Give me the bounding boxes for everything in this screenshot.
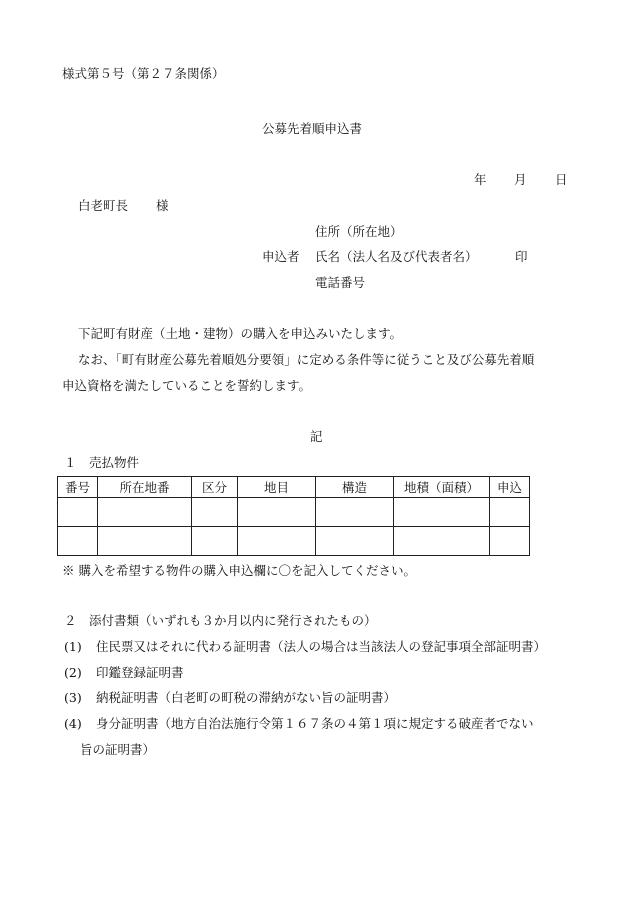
body-line-3: 申込資格を満たしていることを誓約します。 bbox=[62, 378, 312, 393]
col-location: 所在地番 bbox=[98, 477, 192, 498]
col-structure: 構造 bbox=[316, 477, 394, 498]
table-cell[interactable] bbox=[238, 498, 316, 527]
date-month: 月 bbox=[514, 172, 527, 187]
attachment-item-4-continuation: 旨の証明書） bbox=[80, 742, 156, 757]
table-cell[interactable] bbox=[192, 498, 238, 527]
col-area: 地積（面積） bbox=[394, 477, 490, 498]
col-land-type: 地目 bbox=[238, 477, 316, 498]
col-number: 番号 bbox=[58, 477, 98, 498]
table-cell[interactable] bbox=[192, 527, 238, 556]
col-application: 申込 bbox=[490, 477, 530, 498]
table-cell[interactable] bbox=[316, 527, 394, 556]
section1-heading: １ 売払物件 bbox=[64, 455, 140, 470]
table-cell[interactable] bbox=[98, 498, 192, 527]
date-day: 日 bbox=[555, 172, 568, 187]
applicant-name-label: 氏名（法人名及び代表者名） bbox=[315, 249, 478, 264]
addressee-name: 白老町長 bbox=[78, 198, 129, 213]
table-row bbox=[58, 527, 530, 556]
document-title: 公募先着順申込書 bbox=[262, 121, 363, 136]
seal-mark: 印 bbox=[515, 249, 528, 264]
table-cell[interactable] bbox=[394, 527, 490, 556]
attachment-item-2-number: (2) bbox=[64, 665, 82, 680]
attachment-item-1-number: (1) bbox=[64, 639, 82, 654]
attachment-item-3-text: 納税証明書（白老町の町税の滞納がない旨の証明書） bbox=[96, 690, 397, 705]
body-line-1: 下記町有財産（土地・建物）の購入を申込みいたします。 bbox=[78, 326, 403, 341]
attachment-item-4-number: (4) bbox=[64, 716, 82, 731]
table-cell[interactable] bbox=[58, 527, 98, 556]
table-cell[interactable] bbox=[98, 527, 192, 556]
col-category: 区分 bbox=[192, 477, 238, 498]
addressee-honorific: 様 bbox=[156, 198, 169, 213]
table-cell[interactable] bbox=[490, 527, 530, 556]
table-cell[interactable] bbox=[394, 498, 490, 527]
attachment-item-3-number: (3) bbox=[64, 690, 82, 705]
section2-heading: ２ 添付書類（いずれも３か月以内に発行されたもの） bbox=[64, 613, 377, 628]
attachment-item-1-text: 住民票又はそれに代わる証明書（法人の場合は当該法人の登記事項全部証明書） bbox=[96, 639, 547, 654]
applicant-address-label: 住所（所在地） bbox=[315, 224, 403, 239]
attachment-item-4-text: 身分証明書（地方自治法施行令第１６７条の４第１項に規定する破産者でない bbox=[96, 716, 534, 731]
table-header-row bbox=[58, 477, 530, 498]
table-cell[interactable] bbox=[316, 498, 394, 527]
body-line-2: なお、「町有財産公募先着順処分要領」に定める条件等に従うこと及び公募先着順 bbox=[78, 352, 535, 367]
applicant-phone-label: 電話番号 bbox=[315, 275, 366, 290]
property-table bbox=[57, 476, 530, 556]
attachment-item-2-text: 印鑑登録証明書 bbox=[96, 665, 184, 680]
ki-heading: 記 bbox=[310, 429, 323, 444]
table-cell[interactable] bbox=[490, 498, 530, 527]
table-row bbox=[58, 498, 530, 527]
form-number: 様式第５号（第２７条関係） bbox=[62, 66, 225, 81]
section1-note: ※ 購入を希望する物件の購入申込欄に〇を記入してください。 bbox=[62, 563, 416, 578]
table-cell[interactable] bbox=[58, 498, 98, 527]
applicant-label: 申込者 bbox=[262, 249, 300, 264]
date-year: 年 bbox=[474, 172, 487, 187]
table-cell[interactable] bbox=[238, 527, 316, 556]
